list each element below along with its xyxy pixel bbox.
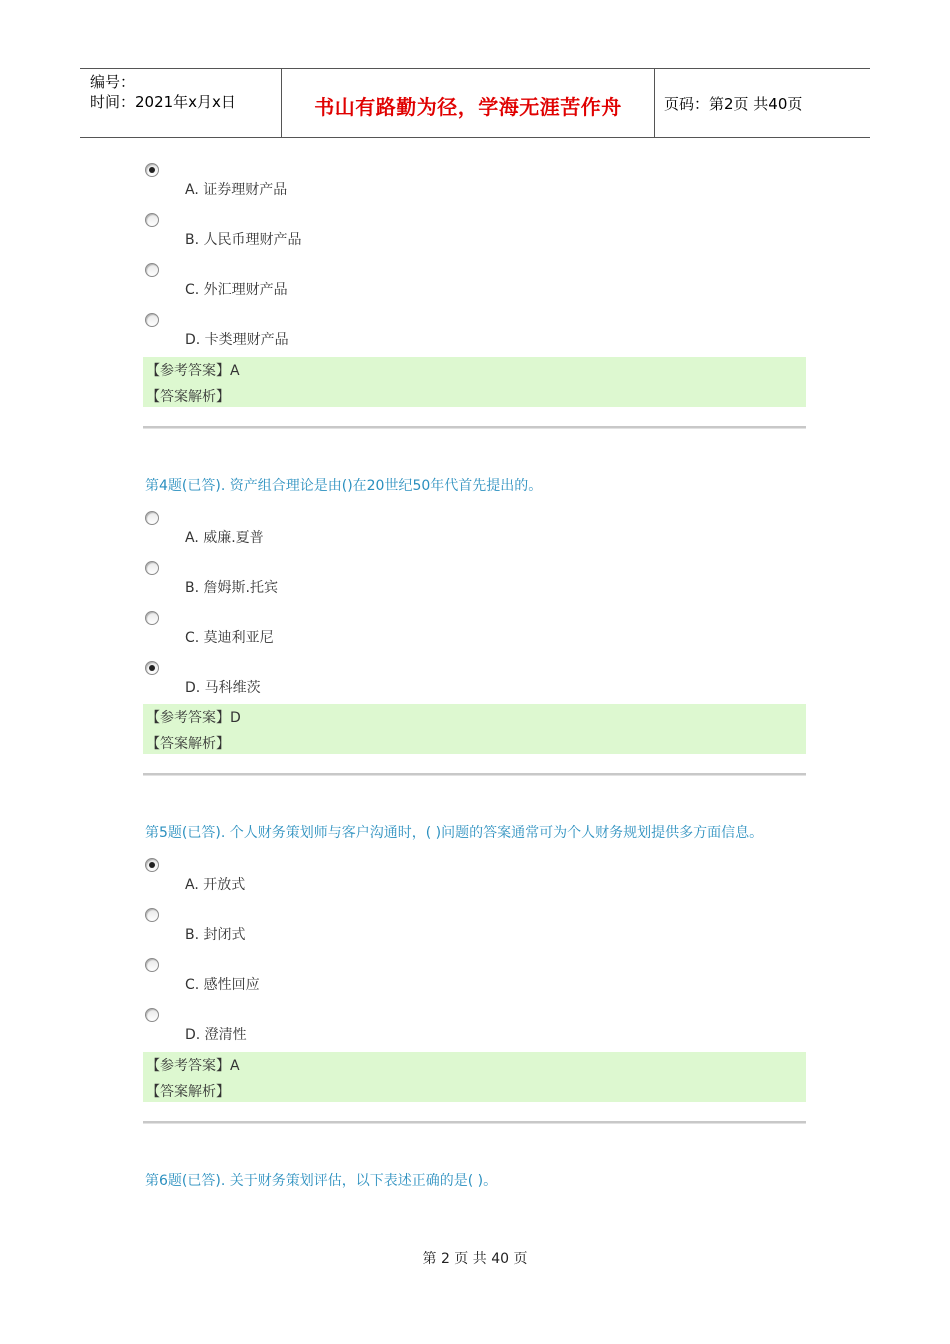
q3-option-c[interactable] <box>145 263 545 303</box>
radio-unchecked-icon[interactable] <box>145 511 159 525</box>
question-divider <box>143 773 806 776</box>
page-code: 页码：第2页 共40页 <box>664 95 803 113</box>
q4-option-b[interactable] <box>145 561 545 601</box>
q3-option-b[interactable] <box>145 213 545 253</box>
option-label: C. 外汇理财产品 <box>185 282 288 298</box>
q5-option-a[interactable] <box>145 858 545 898</box>
radio-checked-icon[interactable] <box>145 661 159 675</box>
radio-unchecked-icon[interactable] <box>145 611 159 625</box>
motto: 书山有路勤为径，学海无涯苦作舟 <box>314 95 622 119</box>
option-label: B. 詹姆斯.托宾 <box>185 580 278 596</box>
page-header <box>80 68 870 138</box>
q3-option-d[interactable] <box>145 313 545 353</box>
header-page-cell <box>655 69 870 137</box>
q4-option-c[interactable] <box>145 611 545 651</box>
radio-unchecked-icon[interactable] <box>145 1008 159 1022</box>
number-label: 编号： <box>90 73 136 91</box>
q3-answer-box <box>143 357 806 407</box>
option-label: B. 封闭式 <box>185 927 246 943</box>
q4-answer-box <box>143 704 806 754</box>
q5-option-d[interactable] <box>145 1008 545 1048</box>
radio-unchecked-icon[interactable] <box>145 313 159 327</box>
q3-option-a[interactable] <box>145 163 545 203</box>
radio-checked-icon[interactable] <box>145 163 159 177</box>
answer-analysis: 【答案解析】 <box>146 736 230 752</box>
header-info-cell <box>80 69 282 137</box>
q5-answer-box <box>143 1052 806 1102</box>
reference-answer: 【参考答案】D <box>146 710 241 726</box>
q4-option-a[interactable] <box>145 511 545 551</box>
q4-question: 第4题(已答). 资产组合理论是由()在20世纪50年代首先提出的。 <box>145 478 543 494</box>
reference-answer: 【参考答案】A <box>146 363 240 379</box>
radio-unchecked-icon[interactable] <box>145 263 159 277</box>
option-label: C. 莫迪利亚尼 <box>185 630 274 646</box>
q6-question: 第6题(已答). 关于财务策划评估，以下表述正确的是( )。 <box>145 1173 498 1189</box>
radio-unchecked-icon[interactable] <box>145 958 159 972</box>
option-label: D. 卡类理财产品 <box>185 332 289 348</box>
radio-unchecked-icon[interactable] <box>145 561 159 575</box>
q5-option-c[interactable] <box>145 958 545 998</box>
option-label: A. 开放式 <box>185 877 246 893</box>
header-motto-cell <box>282 69 655 137</box>
q5-question: 第5题(已答). 个人财务策划师与客户沟通时，( )问题的答案通常可为个人财务规划提供多方面信息。 <box>145 825 764 841</box>
option-label: C. 感性回应 <box>185 977 260 993</box>
option-label: A. 威廉.夏普 <box>185 530 264 546</box>
answer-analysis: 【答案解析】 <box>146 1084 230 1100</box>
answer-analysis: 【答案解析】 <box>146 389 230 405</box>
radio-checked-icon[interactable] <box>145 858 159 872</box>
option-label: B. 人民币理财产品 <box>185 232 302 248</box>
option-label: D. 澄清性 <box>185 1027 247 1043</box>
option-label: D. 马科维茨 <box>185 680 261 696</box>
question-divider <box>143 426 806 429</box>
question-divider <box>143 1121 806 1124</box>
page-footer: 第 2 页 共 40 页 <box>422 1251 528 1267</box>
reference-answer: 【参考答案】A <box>146 1058 240 1074</box>
radio-unchecked-icon[interactable] <box>145 213 159 227</box>
time-label: 时间：2021年x月x日 <box>90 93 236 111</box>
q4-option-d[interactable] <box>145 661 545 701</box>
q5-option-b[interactable] <box>145 908 545 948</box>
option-label: A. 证券理财产品 <box>185 182 288 198</box>
radio-unchecked-icon[interactable] <box>145 908 159 922</box>
